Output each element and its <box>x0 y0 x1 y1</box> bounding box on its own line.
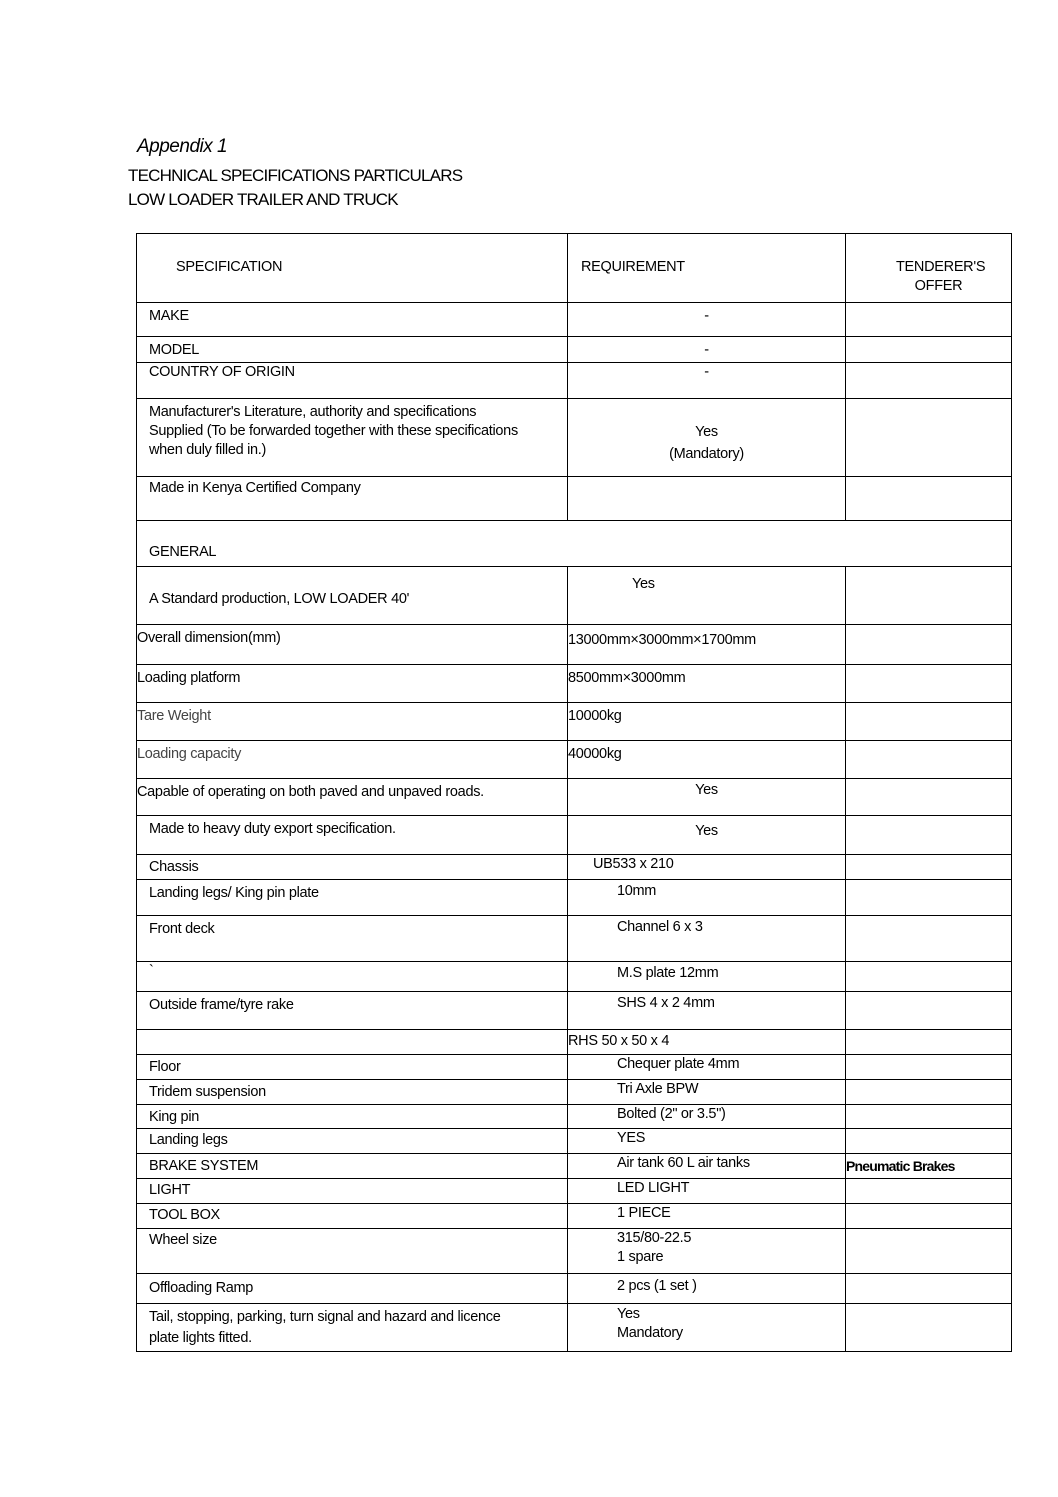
table-row <box>137 303 1012 337</box>
requirement-cell: 1 PIECE <box>568 1204 846 1229</box>
offer-cell[interactable] <box>846 880 1012 916</box>
section-row-general <box>137 521 1012 567</box>
offer-cell[interactable] <box>846 1030 1012 1055</box>
table-row <box>137 855 1012 880</box>
requirement-cell: RHS 50 x 50 x 4 <box>568 1030 846 1055</box>
specifications-table <box>136 233 1012 1352</box>
document-title-line1: TECHNICAL SPECIFICATIONS PARTICULARS <box>128 166 463 185</box>
table-row <box>137 779 1012 816</box>
offer-cell[interactable] <box>846 855 1012 880</box>
offer-cell[interactable] <box>846 1229 1012 1274</box>
table-row <box>137 1229 1012 1274</box>
table-row <box>137 363 1012 399</box>
spec-cell: Capable of operating on both paved and unpaved roads. <box>137 779 568 816</box>
requirement-cell: Channel 6 x 3 <box>568 916 846 962</box>
spec-cell <box>137 1030 568 1055</box>
offer-cell[interactable] <box>846 916 1012 962</box>
appendix-label: Appendix 1 <box>137 136 228 157</box>
requirement-cell: Bolted (2" or 3.5") <box>568 1105 846 1129</box>
offer-cell[interactable] <box>846 1179 1012 1204</box>
table-row <box>137 962 1012 992</box>
offer-cell[interactable] <box>846 477 1012 521</box>
table-row <box>137 625 1012 665</box>
spec-cell: MAKE <box>137 303 568 337</box>
table-row <box>137 1204 1012 1229</box>
table-row <box>137 567 1012 625</box>
table-row <box>137 1274 1012 1304</box>
requirement-cell: Chequer plate 4mm <box>568 1055 846 1080</box>
spec-cell: Offloading Ramp <box>137 1274 568 1304</box>
table-row <box>137 880 1012 916</box>
offer-cell[interactable] <box>846 1080 1012 1105</box>
table-row <box>137 1105 1012 1129</box>
spec-cell: Loading capacity <box>137 741 568 779</box>
requirement-cell: M.S plate 12mm <box>568 962 846 992</box>
section-heading-general: GENERAL <box>137 521 1012 567</box>
requirement-cell: UB533 x 210 <box>568 855 846 880</box>
table-row <box>137 477 1012 521</box>
table-row <box>137 1129 1012 1154</box>
requirement-cell: 10mm <box>568 880 846 916</box>
spec-cell: Tail, stopping, parking, turn signal and hazard and licence plate lights fitted. <box>137 1304 568 1352</box>
offer-cell[interactable] <box>846 567 1012 625</box>
spec-cell: Front deck <box>137 916 568 962</box>
table-row <box>137 337 1012 363</box>
table-row <box>137 741 1012 779</box>
header-specification: SPECIFICATION <box>137 234 568 303</box>
offer-cell[interactable] <box>846 1055 1012 1080</box>
offer-cell[interactable] <box>846 625 1012 665</box>
spec-cell: Landing legs <box>137 1129 568 1154</box>
spec-cell: COUNTRY OF ORIGIN <box>137 363 568 399</box>
offer-cell[interactable] <box>846 399 1012 477</box>
spec-cell: Loading platform <box>137 665 568 703</box>
spec-cell: Manufacturer's Literature, authority and specifications Supplied (To be forwarded together with these specifications when duly filled in.) <box>137 399 568 477</box>
requirement-cell: Yes (Mandatory) <box>568 399 846 477</box>
offer-cell[interactable] <box>846 303 1012 337</box>
requirement-cell <box>568 477 846 521</box>
requirement-cell: 2 pcs (1 set ) <box>568 1274 846 1304</box>
requirement-cell: YES <box>568 1129 846 1154</box>
spec-cell: Landing legs/ King pin plate <box>137 880 568 916</box>
offer-cell[interactable] <box>846 703 1012 741</box>
requirement-cell: 13000mm×3000mm×1700mm <box>568 625 846 665</box>
spec-cell: ` <box>137 962 568 992</box>
table-row <box>137 1304 1012 1352</box>
offer-cell-brake: Pneumatic Brakes <box>846 1154 1012 1179</box>
table-row <box>137 1030 1012 1055</box>
offer-cell[interactable] <box>846 992 1012 1030</box>
table-header-row <box>137 234 1012 303</box>
spec-cell: Chassis <box>137 855 568 880</box>
offer-cell[interactable] <box>846 816 1012 855</box>
requirement-cell: 10000kg <box>568 703 846 741</box>
requirement-cell: SHS 4 x 2 4mm <box>568 992 846 1030</box>
spec-cell: Floor <box>137 1055 568 1080</box>
table-row <box>137 1055 1012 1080</box>
offer-cell[interactable] <box>846 962 1012 992</box>
spec-cell: BRAKE SYSTEM <box>137 1154 568 1179</box>
offer-cell[interactable] <box>846 741 1012 779</box>
requirement-cell: - <box>568 337 846 363</box>
offer-cell[interactable] <box>846 1274 1012 1304</box>
spec-cell: MODEL <box>137 337 568 363</box>
table-row <box>137 703 1012 741</box>
table-row <box>137 399 1012 477</box>
spec-cell: A Standard production, LOW LOADER 40' <box>137 567 568 625</box>
spec-cell: Tridem suspension <box>137 1080 568 1105</box>
table-row <box>137 1080 1012 1105</box>
offer-cell[interactable] <box>846 1129 1012 1154</box>
spec-cell: Made in Kenya Certified Company <box>137 477 568 521</box>
spec-cell: TOOL BOX <box>137 1204 568 1229</box>
spec-cell: Wheel size <box>137 1229 568 1274</box>
requirement-cell: Tri Axle BPW <box>568 1080 846 1105</box>
requirement-cell: 8500mm×3000mm <box>568 665 846 703</box>
offer-cell[interactable] <box>846 337 1012 363</box>
table-row <box>137 1179 1012 1204</box>
header-requirement: REQUIREMENT <box>568 234 846 303</box>
header-offer: TENDERER'S OFFER <box>846 234 1012 303</box>
requirement-cell: Yes <box>568 779 846 816</box>
requirement-cell: LED LIGHT <box>568 1179 846 1204</box>
requirement-cell: - <box>568 303 846 337</box>
document-title-line2: LOW LOADER TRAILER AND TRUCK <box>128 190 398 209</box>
requirement-cell: Yes <box>568 567 846 625</box>
offer-cell[interactable] <box>846 1304 1012 1352</box>
spec-cell: Outside frame/tyre rake <box>137 992 568 1030</box>
table-row <box>137 1154 1012 1179</box>
spec-cell: Made to heavy duty export specification. <box>137 816 568 855</box>
requirement-cell: 40000kg <box>568 741 846 779</box>
offer-cell[interactable] <box>846 665 1012 703</box>
requirement-cell: Yes <box>568 816 846 855</box>
offer-cell[interactable] <box>846 363 1012 399</box>
offer-cell[interactable] <box>846 1105 1012 1129</box>
requirement-cell: - <box>568 363 846 399</box>
spec-cell: King pin <box>137 1105 568 1129</box>
table-row <box>137 665 1012 703</box>
requirement-cell: Yes Mandatory <box>568 1304 846 1352</box>
spec-cell: Tare Weight <box>137 703 568 741</box>
spec-cell: Overall dimension(mm) <box>137 625 568 665</box>
offer-cell[interactable] <box>846 779 1012 816</box>
table-row <box>137 816 1012 855</box>
requirement-cell: 315/80-22.5 1 spare <box>568 1229 846 1274</box>
table-row <box>137 916 1012 962</box>
offer-cell[interactable] <box>846 1204 1012 1229</box>
table-row <box>137 992 1012 1030</box>
spec-cell: LIGHT <box>137 1179 568 1204</box>
requirement-cell: Air tank 60 L air tanks <box>568 1154 846 1179</box>
